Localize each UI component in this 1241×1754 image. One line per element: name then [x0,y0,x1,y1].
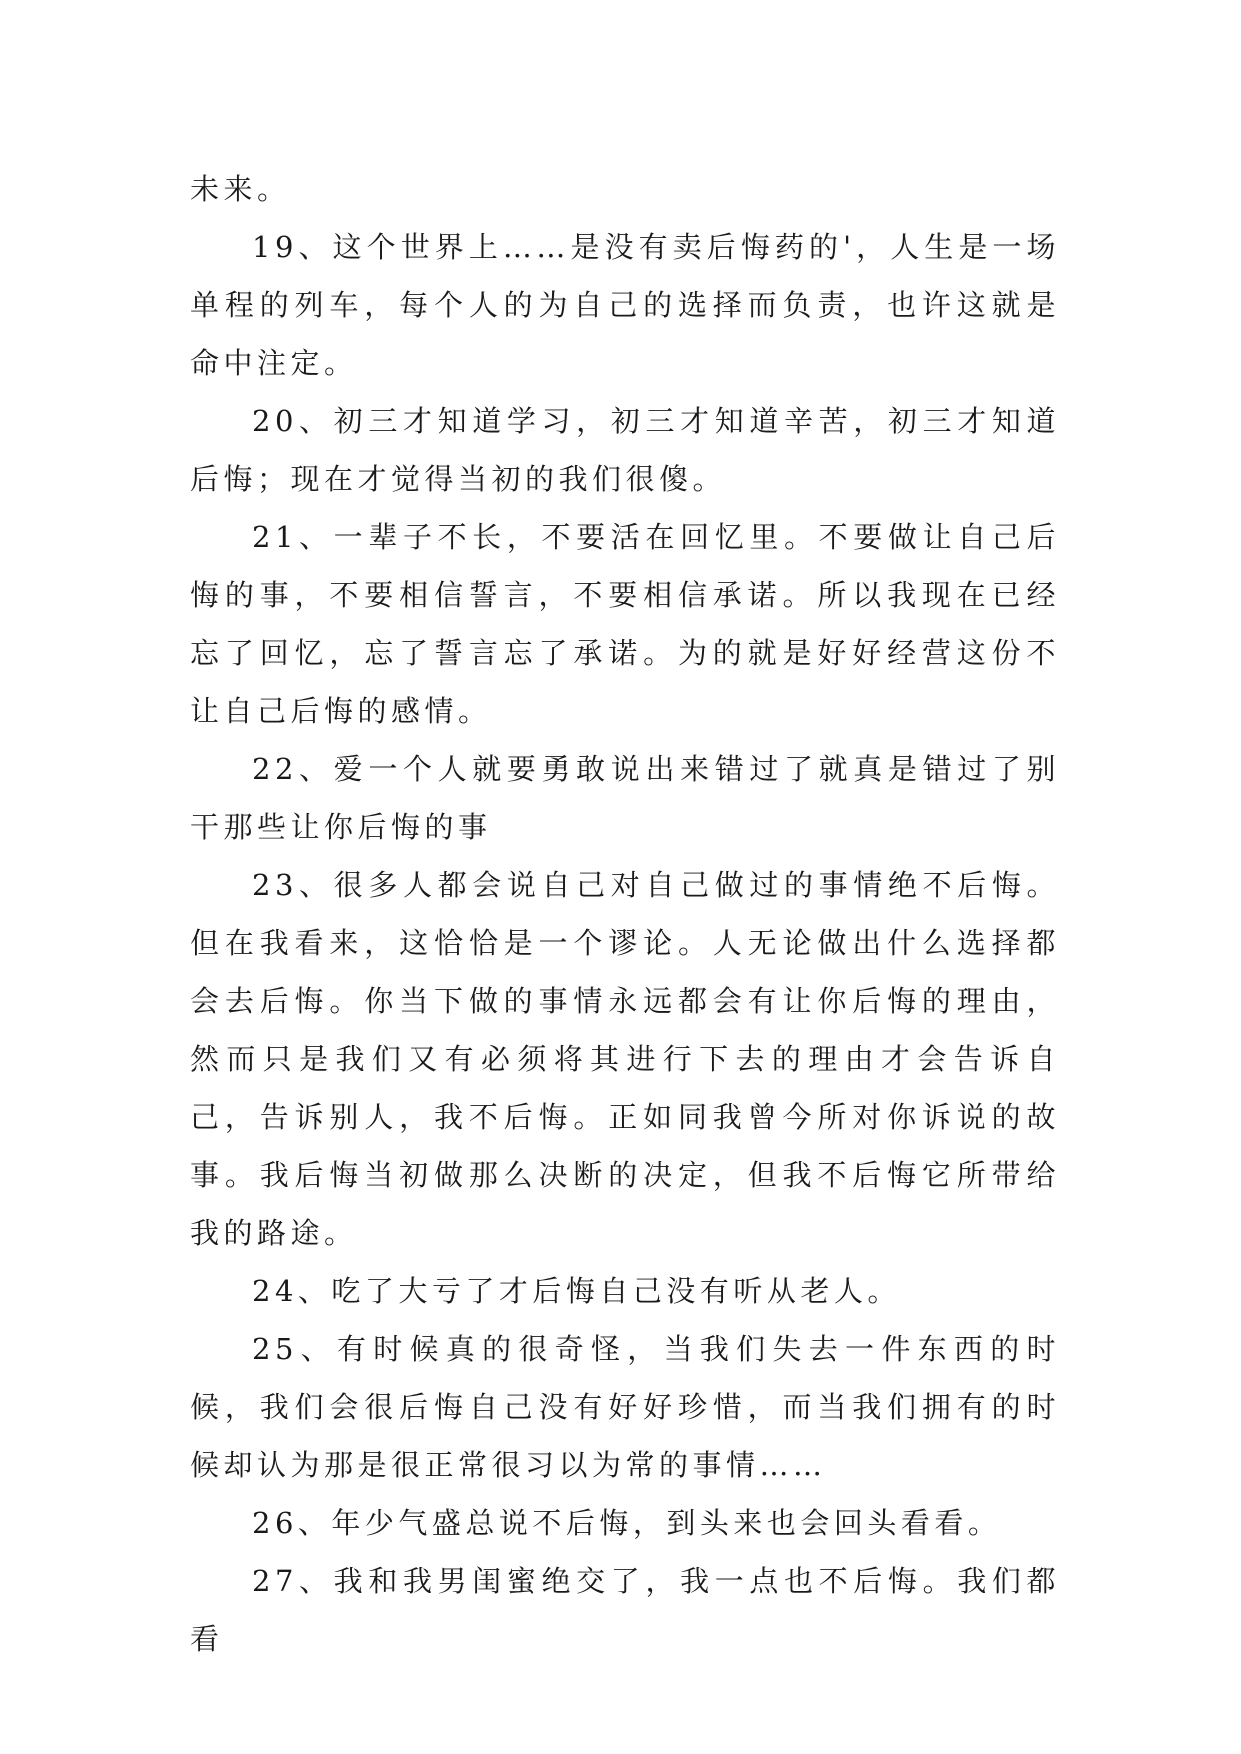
paragraph-continuation: 未来。 [190,172,291,206]
document-body [190,160,1060,1668]
paragraph-27: 27、我和我男闺蜜绝交了，我一点也不后悔。我们都看 [190,1564,1060,1656]
paragraph-24: 24、吃了大亏了才后悔自己没有听从老人。 [252,1274,901,1308]
paragraph-26: 26、年少气盛总说不后悔，到头来也会回头看看。 [252,1506,1002,1540]
paragraph-23: 23、很多人都会说自己对自己做过的事情绝不后悔。但在我看来，这恰恰是一个谬论。人无论做出什么选择都会去后悔。你当下做的事情永远都会有让你后悔的理由，然而只是我们又有必须将其进行下去的理由才会告诉自己，告诉别人，我不后悔。正如同我曾今所对你诉说的故事。我后悔当初做那么决断的决定，但我不后悔它所带给我的路途。 [190,868,1060,1250]
paragraph-22: 22、爱一个人就要勇敢说出来错过了就真是错过了别干那些让你后悔的事 [190,752,1060,844]
paragraph-20: 20、初三才知道学习，初三才知道辛苦，初三才知道后悔；现在才觉得当初的我们很傻。 [190,404,1060,496]
paragraph-21: 21、一辈子不长，不要活在回忆里。不要做让自己后悔的事，不要相信誓言，不要相信承诺。所以我现在已经忘了回忆，忘了誓言忘了承诺。为的就是好好经营这份不让自己后悔的感情。 [190,520,1060,728]
paragraph-25: 25、有时候真的很奇怪，当我们失去一件东西的时候，我们会很后悔自己没有好好珍惜，而当我们拥有的时候却认为那是很正常很习以为常的事情…… [190,1332,1060,1482]
paragraph-19: 19、这个世界上……是没有卖后悔药的'，人生是一场单程的列车，每个人的为自己的选择而负责，也许这就是命中注定。 [190,230,1060,380]
